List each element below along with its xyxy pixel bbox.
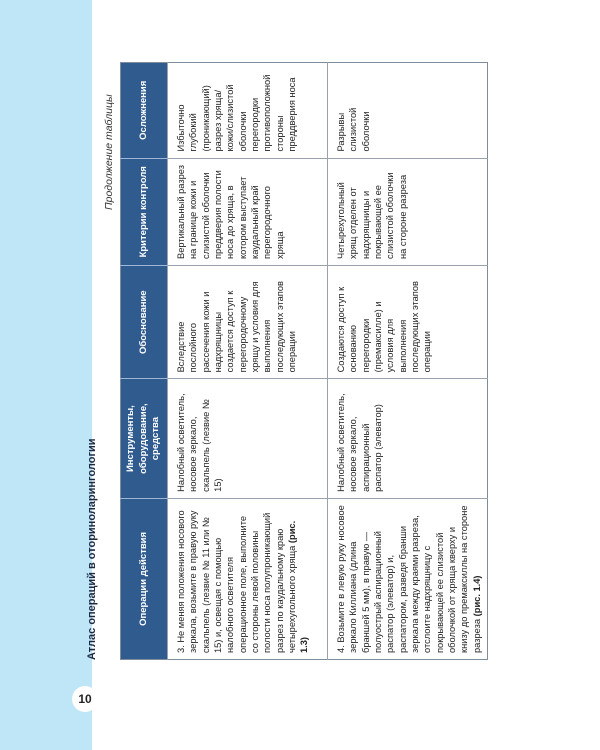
- figure-ref: (рис. 1.3): [287, 520, 310, 653]
- cell-tools: Налобный осветитель, носовое зеркало, скальпель (лезвие № 15): [167, 379, 327, 498]
- continuation-label-wrap: [103, 70, 119, 210]
- header-criteria: Критерии контроля: [121, 158, 168, 265]
- header-actions: Операции действия: [121, 498, 168, 659]
- running-head: [86, 438, 106, 660]
- table-stage: [120, 62, 482, 660]
- table-rotated: [120, 62, 482, 660]
- continuation-label: Продолжение таблицы: [103, 94, 115, 210]
- figure-ref: (рис. 1.4): [471, 575, 482, 617]
- page-number: 10: [72, 686, 98, 712]
- action-text: 3. Не меняя положения носового зеркала, возьмите в правую руку скальпель (лезвие № 11 или № 15) и, освещая с помощью налобного осветителя операционное поле, выполните со стороны левой половины полости носа полупроникающий разрез по каудальному краю четырехугольного хряща: [175, 510, 298, 653]
- cell-criteria: Вертикальный разрез на границе кожи и слизистой оболочки преддверия полости носа до хряща, в котором выступает каудальный край перегородочного хряща: [167, 158, 327, 265]
- cell-action: [327, 498, 487, 659]
- cell-criteria: Четырехугольный хрящ отделен от надхрящницы и покрывающей ее слизистой оболочки на стороне разреза: [327, 158, 487, 265]
- procedure-table: [120, 62, 488, 660]
- header-tools: Инструменты, оборудование, средства: [121, 379, 168, 498]
- cell-rationale: Вследствие послойного рассечения кожи и надхрящницы создается доступ к перегородочному хрящу и условия для выполнения последующих этапов операции: [167, 266, 327, 379]
- cell-complications: Разрывы слизистой оболочки: [327, 63, 487, 159]
- cell-rationale: Создаются доступ к основанию перегородки (премаксилле) и условия для выполнения последующих этапов операции: [327, 266, 487, 379]
- cell-tools: Налобный осветитель, носовое зеркало, аспирационный распатор (элеватор): [327, 379, 487, 498]
- table-header-row: [121, 63, 168, 660]
- book-title: Атлас операций в оториноларингологии: [86, 438, 98, 660]
- action-text: 4. Возьмите в левую руку носовое зеркало Киллиана (длина браншей 5 мм), в правую — полуострый аспирационный распатор (элеватор) и, распатором, разведя бранши зеркала между краями разреза, отслоите надхрящницу с покрывающей ее слизистой оболочкой от хряща кверху и книзу до премаксиллы на стороне разреза: [335, 505, 482, 653]
- header-complications: Осложнения: [121, 63, 168, 159]
- cell-complications: Избыточно глубокий (проникающий) разрез хряща/кожи/слизистой оболочки перегородки противоположной стороны преддверия носа: [167, 63, 327, 159]
- table-row: [167, 63, 327, 660]
- cell-action: [167, 498, 327, 659]
- header-rationale: Обоснование: [121, 266, 168, 379]
- table-row: [327, 63, 487, 660]
- side-band: [0, 0, 92, 750]
